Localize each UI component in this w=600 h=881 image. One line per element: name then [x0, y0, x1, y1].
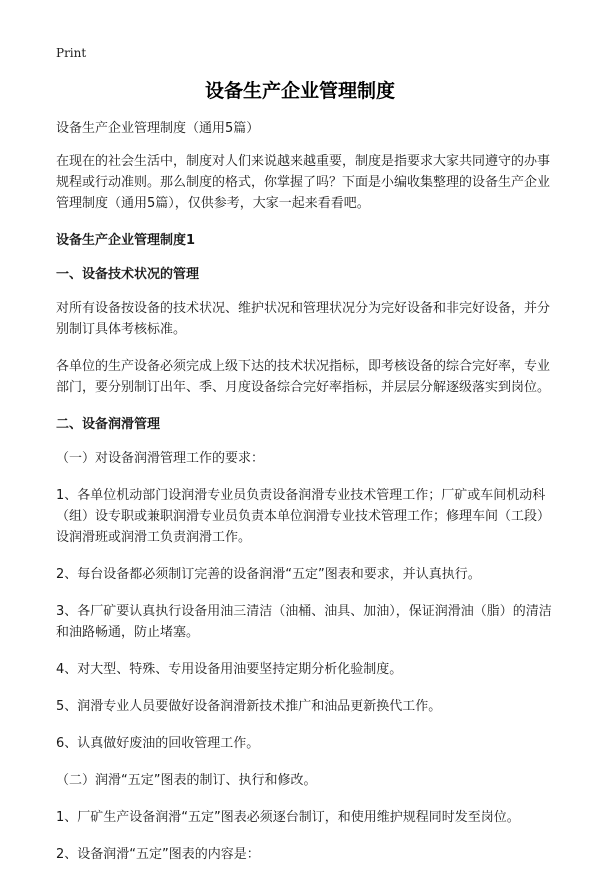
section-title: 设备生产企业管理制度1: [56, 233, 196, 248]
intro-paragraph: 在现在的社会生活中，制度对人们来说越来越重要，制度是指要求大家共同遵守的办事规程或行动准则。那么制度的格式，你掌握了吗？下面是小编收集整理的设备生产企业管理制度（通用5篇），仅供参考，大家一起来看看吧。: [56, 154, 551, 211]
list-item: 3、各厂矿要认真执行设备用油三清洁（油桶、油具、加油），保证润滑油（脂）的清洁和油路畅通，防止堵塞。: [56, 604, 552, 640]
heading-lubrication: 二、设备润滑管理: [56, 417, 161, 432]
paragraph: 各单位的生产设备必须完成上级下达的技术状况指标，即考核设备的综合完好率，专业部门，要分别制订出年、季、月度设备综合完好率指标，并层层分解逐级落实到岗位。: [56, 359, 551, 395]
list-item: 2、每台设备都必须制订完善的设备润滑“五定”图表和要求，并认真执行。: [56, 567, 481, 582]
article-body: [56, 118, 552, 881]
subheading: （二）润滑“五定”图表的制订、执行和修改。: [56, 773, 317, 788]
article-subtitle: 设备生产企业管理制度（通用5篇）: [56, 121, 260, 136]
list-item: 4、对大型、特殊、专用设备用油要坚持定期分析化验制度。: [56, 662, 403, 677]
list-item: 2、设备润滑“五定”图表的内容是：: [56, 847, 260, 862]
page-title: 设备生产企业管理制度: [204, 80, 395, 102]
print-link[interactable]: Print: [56, 46, 87, 60]
list-item: 1、各单位机动部门设润滑专业员负责设备润滑专业技术管理工作；厂矿或车间机动科（组）设专职或兼职润滑专业员负责本单位润滑专业技术管理工作；修理车间（工段）设润滑班或润滑工负责润滑工作。: [56, 488, 551, 545]
subheading: （一）对设备润滑管理工作的要求：: [56, 451, 265, 466]
list-item: 5、润滑专业人员要做好设备润滑新技术推广和油品更新换代工作。: [56, 699, 442, 714]
heading-equipment-status: 一、设备技术状况的管理: [56, 267, 200, 282]
paragraph: 对所有设备按设备的技术状况、维护状况和管理状况分为完好设备和非完好设备，并分别制订具体考核标准。: [56, 301, 551, 337]
list-item: 6、认真做好废油的回收管理工作。: [56, 736, 260, 751]
list-item: 1、厂矿生产设备润滑“五定”图表必须逐台制订，和使用维护规程同时发至岗位。: [56, 810, 520, 825]
